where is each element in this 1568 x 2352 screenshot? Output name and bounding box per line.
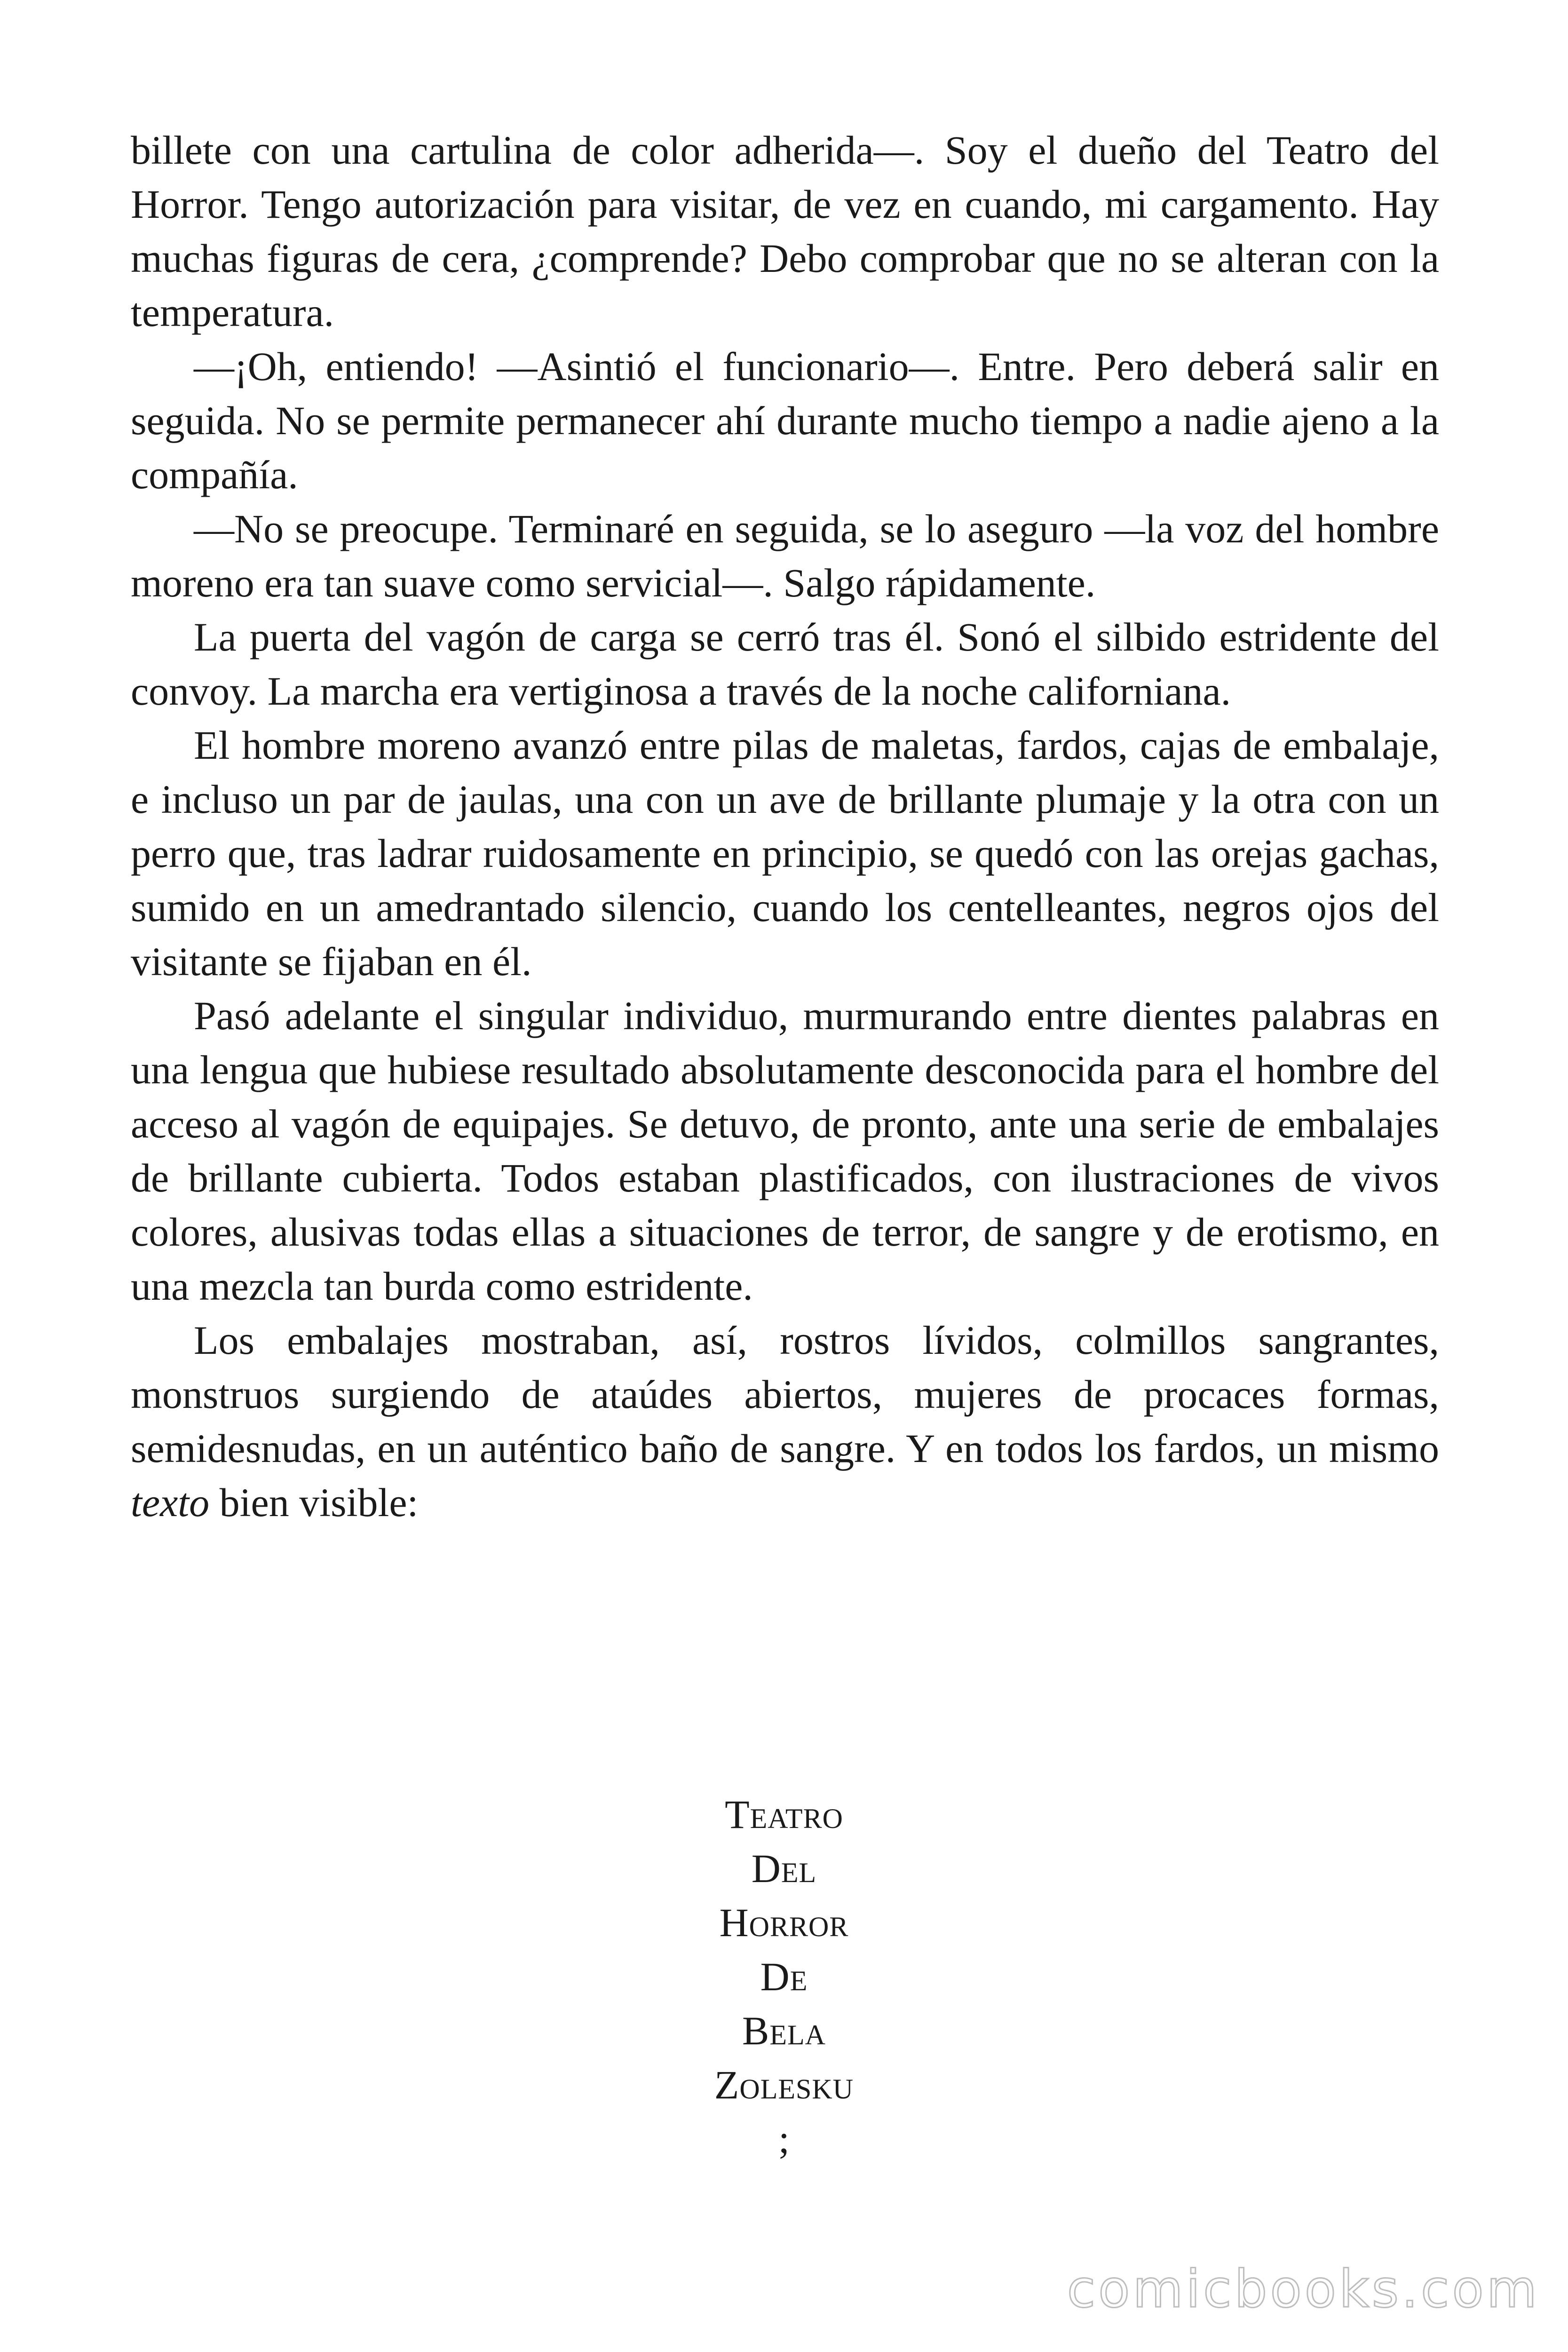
paragraph: billete con una cartulina de color adherida—. Soy el dueño del Teatro del Horror. Tengo autorización para visitar, de vez en cuando, mi cargamento. Hay muchas figuras de cera, ¿comprende? Debo comprobar que no se alteran con la temperatura. <box>131 127 1439 335</box>
paragraph: —¡Oh, entiendo! —Asintió el funcionario—. Entre. Pero deberá salir en seguida. No se permite permanecer ahí durante mucho tiempo a nadie ajeno a la compañía. <box>131 344 1439 497</box>
sign-line: Zolesku <box>714 2062 854 2107</box>
paragraph: El hombre moreno avanzó entre pilas de maletas, fardos, cajas de embalaje, e incluso un par de jaulas, una con un ave de brillante plumaje y la otra con un perro que, tras ladrar ruidosamente en principio, se quedó con las orejas gachas, sumido en un amedrantado silencio, cuando los centelleantes, negros ojos del visitante se fijaban en él. <box>131 723 1439 984</box>
sign-text-block <box>0 1788 1568 2166</box>
paragraph: —No se preocupe. Terminaré en seguida, se lo aseguro —la voz del hombre moreno era tan suave como servicial—. Salgo rápidamente. <box>131 506 1439 605</box>
paragraph: Pasó adelante el singular individuo, murmurando entre dientes palabras en una lengua que hubiese resultado absolutamente desconocida para el hombre del acceso al vagón de equipajes. Se detuvo, de pronto, ante una serie de embalajes de brillante cubierta. Todos estaban plastificados, con ilustraciones de vivos colores, alusivas todas ellas a situaciones de terror, de sangre y de erotismo, en una mezcla tan burda como estridente. <box>131 993 1439 1309</box>
paragraph-end-after: bien visible: <box>209 1480 419 1525</box>
paragraph: La puerta del vagón de carga se cerró tras él. Sonó el silbido estridente del convoy. La marcha era vertiginosa a través de la noche californiana. <box>131 614 1439 714</box>
emphasized-word: texto <box>131 1480 210 1525</box>
sign-line: Teatro <box>725 1792 843 1837</box>
sign-line: Bela <box>742 2008 826 2053</box>
body-text <box>131 123 1439 1530</box>
watermark: comicbooks.com <box>1067 2259 1540 2319</box>
sign-line: Del <box>751 1846 817 1891</box>
paragraph-text: Los embalajes mostraban, así, rostros lívidos, colmillos sangrantes, monstruos surgiendo de ataúdes abiertos, mujeres de procaces formas, semidesnudas, en un auténtico baño de sangre. Y <box>131 1318 1439 1471</box>
sign-line: Horror <box>719 1900 849 1945</box>
sign-line: De <box>760 1954 808 1999</box>
paragraph-end-before: en todos los fardos, un mismo <box>945 1426 1439 1471</box>
sign-end-mark: ; <box>778 2116 790 2161</box>
paragraph <box>131 1313 1439 1530</box>
